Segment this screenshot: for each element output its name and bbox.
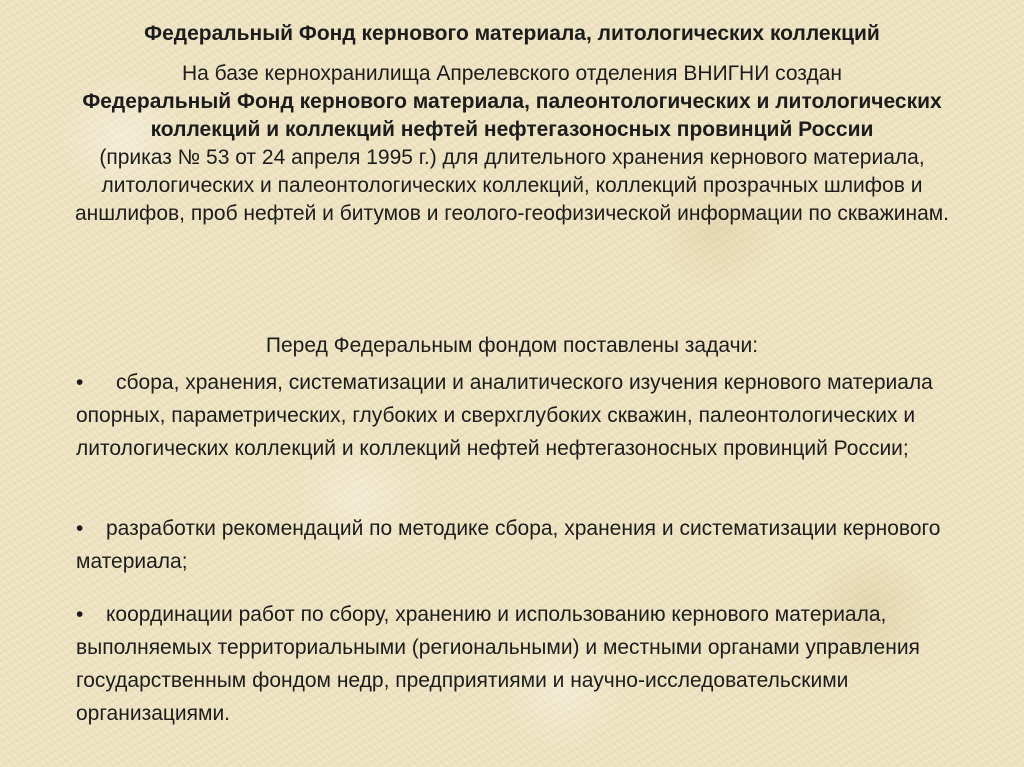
bullet-icon: • <box>76 371 84 394</box>
task-item <box>76 598 996 730</box>
bullet-icon: • <box>76 517 84 540</box>
task-item <box>76 512 996 578</box>
intro-fund-name: Федеральный Фонд кернового материала, палеонтологических и литологических коллекций и коллекций нефтей нефтегазоносных провинций России <box>82 90 942 141</box>
slide-title: Федеральный Фонд кернового материала, литологических коллекций <box>144 22 880 45</box>
intro-paragraph <box>60 60 964 228</box>
task-text: сбора, хранения, систематизации и аналитического изучения кернового материала опорных, параметрических, глубоких и сверхглубоких скважин, палеонтологических и литологических коллекций и коллекций нефтей нефтегазоносных провинций России; <box>76 371 933 460</box>
tasks-heading: Перед Федеральным фондом поставлены задачи: <box>265 334 759 357</box>
task-item <box>76 366 996 465</box>
intro-prefix: На базе кернохранилища Апрелевского отделения ВНИГНИ создан <box>181 62 842 85</box>
task-text: разработки рекомендаций по методике сбора, хранения и систематизации кернового материала; <box>76 517 941 573</box>
intro-description: (приказ № 53 от 24 апреля 1995 г.) для длительного хранения кернового материала, литологических и палеонтологических коллекций, коллекций прозрачных шлифов и аншлифов, проб нефтей и битумов и геолого-геофизической информации по скважинам. <box>74 146 950 225</box>
bullet-icon: • <box>76 603 84 626</box>
task-text: координации работ по сбору, хранению и использованию кернового материала, выполняемых территориальными (региональными) и местными органами управления государственным фондом недр, предприятиями и научно-исследовательскими организациями. <box>76 603 920 725</box>
